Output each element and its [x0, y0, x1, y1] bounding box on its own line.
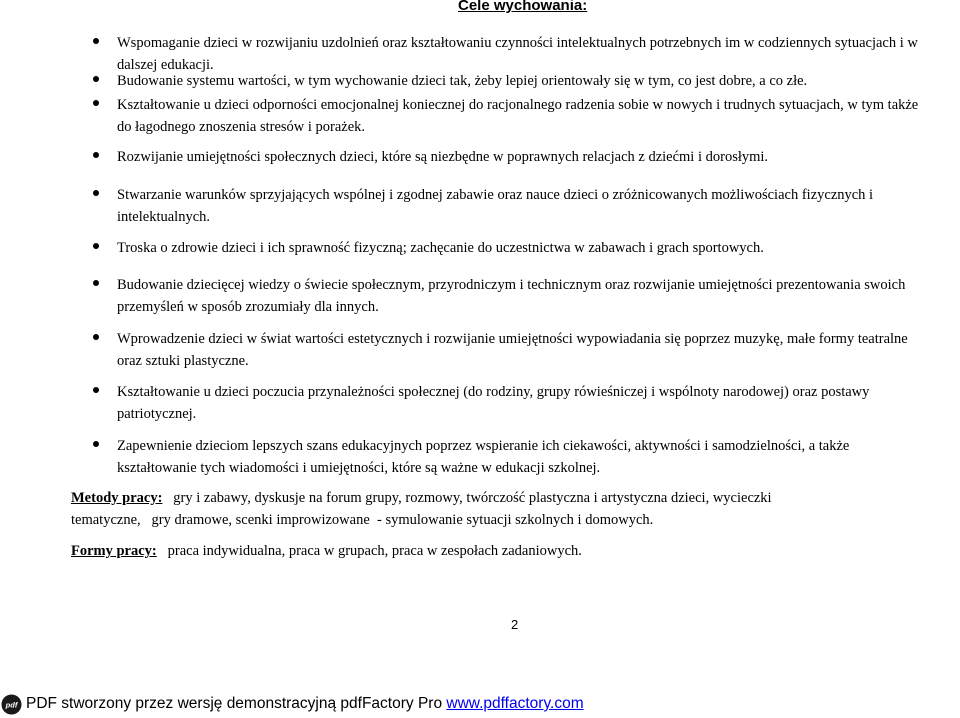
list-item-text: Stwarzanie warunków sprzyjających wspólnej i zgodnej zabawie oraz nauce dzieci o zróżnicowanych możliwościach fizycznych i intelektualnych.: [117, 187, 874, 225]
bullet-icon: [93, 152, 99, 158]
bullet-icon: [93, 387, 99, 393]
pdffactory-link[interactable]: www.pdffactory.com: [446, 695, 584, 712]
bullet-icon: [93, 441, 99, 447]
methods-label: Metody pracy:: [71, 490, 163, 506]
forms-label: Formy pracy:: [71, 543, 157, 559]
methods-text-continued: tematyczne, gry dramowe, scenki improwizowane - symulowanie sytuacji szkolnych i domowych.: [71, 512, 654, 528]
list-item-text: Wspomaganie dzieci w rozwijaniu uzdolnień oraz kształtowaniu czynności intelektualnych potrzebnych im w codziennych sytuacjach i w dalszej edukacji.: [117, 35, 918, 73]
forms-paragraph: [71, 540, 951, 562]
list-item-text: Rozwijanie umiejętności społecznych dzieci, które są niezbędne w poprawnych relacjach z dziećmi i dorosłymi.: [117, 149, 769, 165]
page-number: 2: [511, 617, 519, 632]
list-item-text: Zapewnienie dzieciom lepszych szans edukacyjnych poprzez wspieranie ich ciekawości, aktywności i samodzielności, a także kształtowanie tych wiadomości i umiejętności, które są ważne w edukacji szkolnej.: [117, 438, 850, 476]
list-item-text: Troska o zdrowie dzieci i ich sprawność fizyczną; zachęcanie do uczestnictwa w zabawach i grach sportowych.: [117, 240, 764, 256]
pdf-footer: [0, 692, 960, 718]
page-heading: Cele wychowania:: [458, 0, 588, 14]
list-item-text: Budowanie dziecięcej wiedzy o świecie społecznym, przyrodniczym i technicznym oraz rozwijanie umiejętności prezentowania swoich przemyśleń w sposób zrozumiały dla innych.: [117, 277, 906, 315]
bullet-icon: [93, 76, 99, 82]
pdf-logo-text: pdf: [5, 700, 18, 710]
list-item-text: Kształtowanie u dzieci odporności emocjonalnej koniecznej do racjonalnego radzenia sobie w nowych i trudnych sytuacjach, w tym także do łagodnego znoszenia stresów i porażek.: [117, 97, 919, 135]
bullet-icon: [93, 280, 99, 286]
bullet-icon: [93, 100, 99, 106]
list-item-text: Budowanie systemu wartości, w tym wychowanie dzieci tak, żeby lepiej orientowały się w tym, co jest dobre, a co złe.: [117, 73, 808, 89]
methods-text: gry i zabawy, dyskusje na forum grupy, rozmowy, twórczość plastyczna i artystyczna dzieci, wycieczki: [173, 490, 772, 506]
bullet-icon: [93, 334, 99, 340]
bullet-icon: [93, 38, 99, 44]
footer-text: PDF stworzony przez wersję demonstracyjną pdfFactory Pro www.pdffactory.com: [26, 695, 584, 712]
list-item-text: Kształtowanie u dzieci poczucia przynależności społecznej (do rodziny, grupy rówieśniczej i wspólnoty narodowej) oraz postawy patriotycznej.: [117, 384, 870, 422]
list-item-text: Wprowadzenie dzieci w świat wartości estetycznych i rozwijanie umiejętności wypowiadania się poprzez muzykę, małe formy teatralne oraz sztuki plastyczne.: [117, 331, 908, 369]
bullet-icon: [93, 243, 99, 249]
pdf-logo-icon: [1, 694, 22, 715]
bullet-icon: [93, 190, 99, 196]
forms-text: praca indywidualna, praca w grupach, praca w zespołach zadaniowych.: [167, 543, 582, 559]
methods-paragraph: [71, 487, 951, 531]
